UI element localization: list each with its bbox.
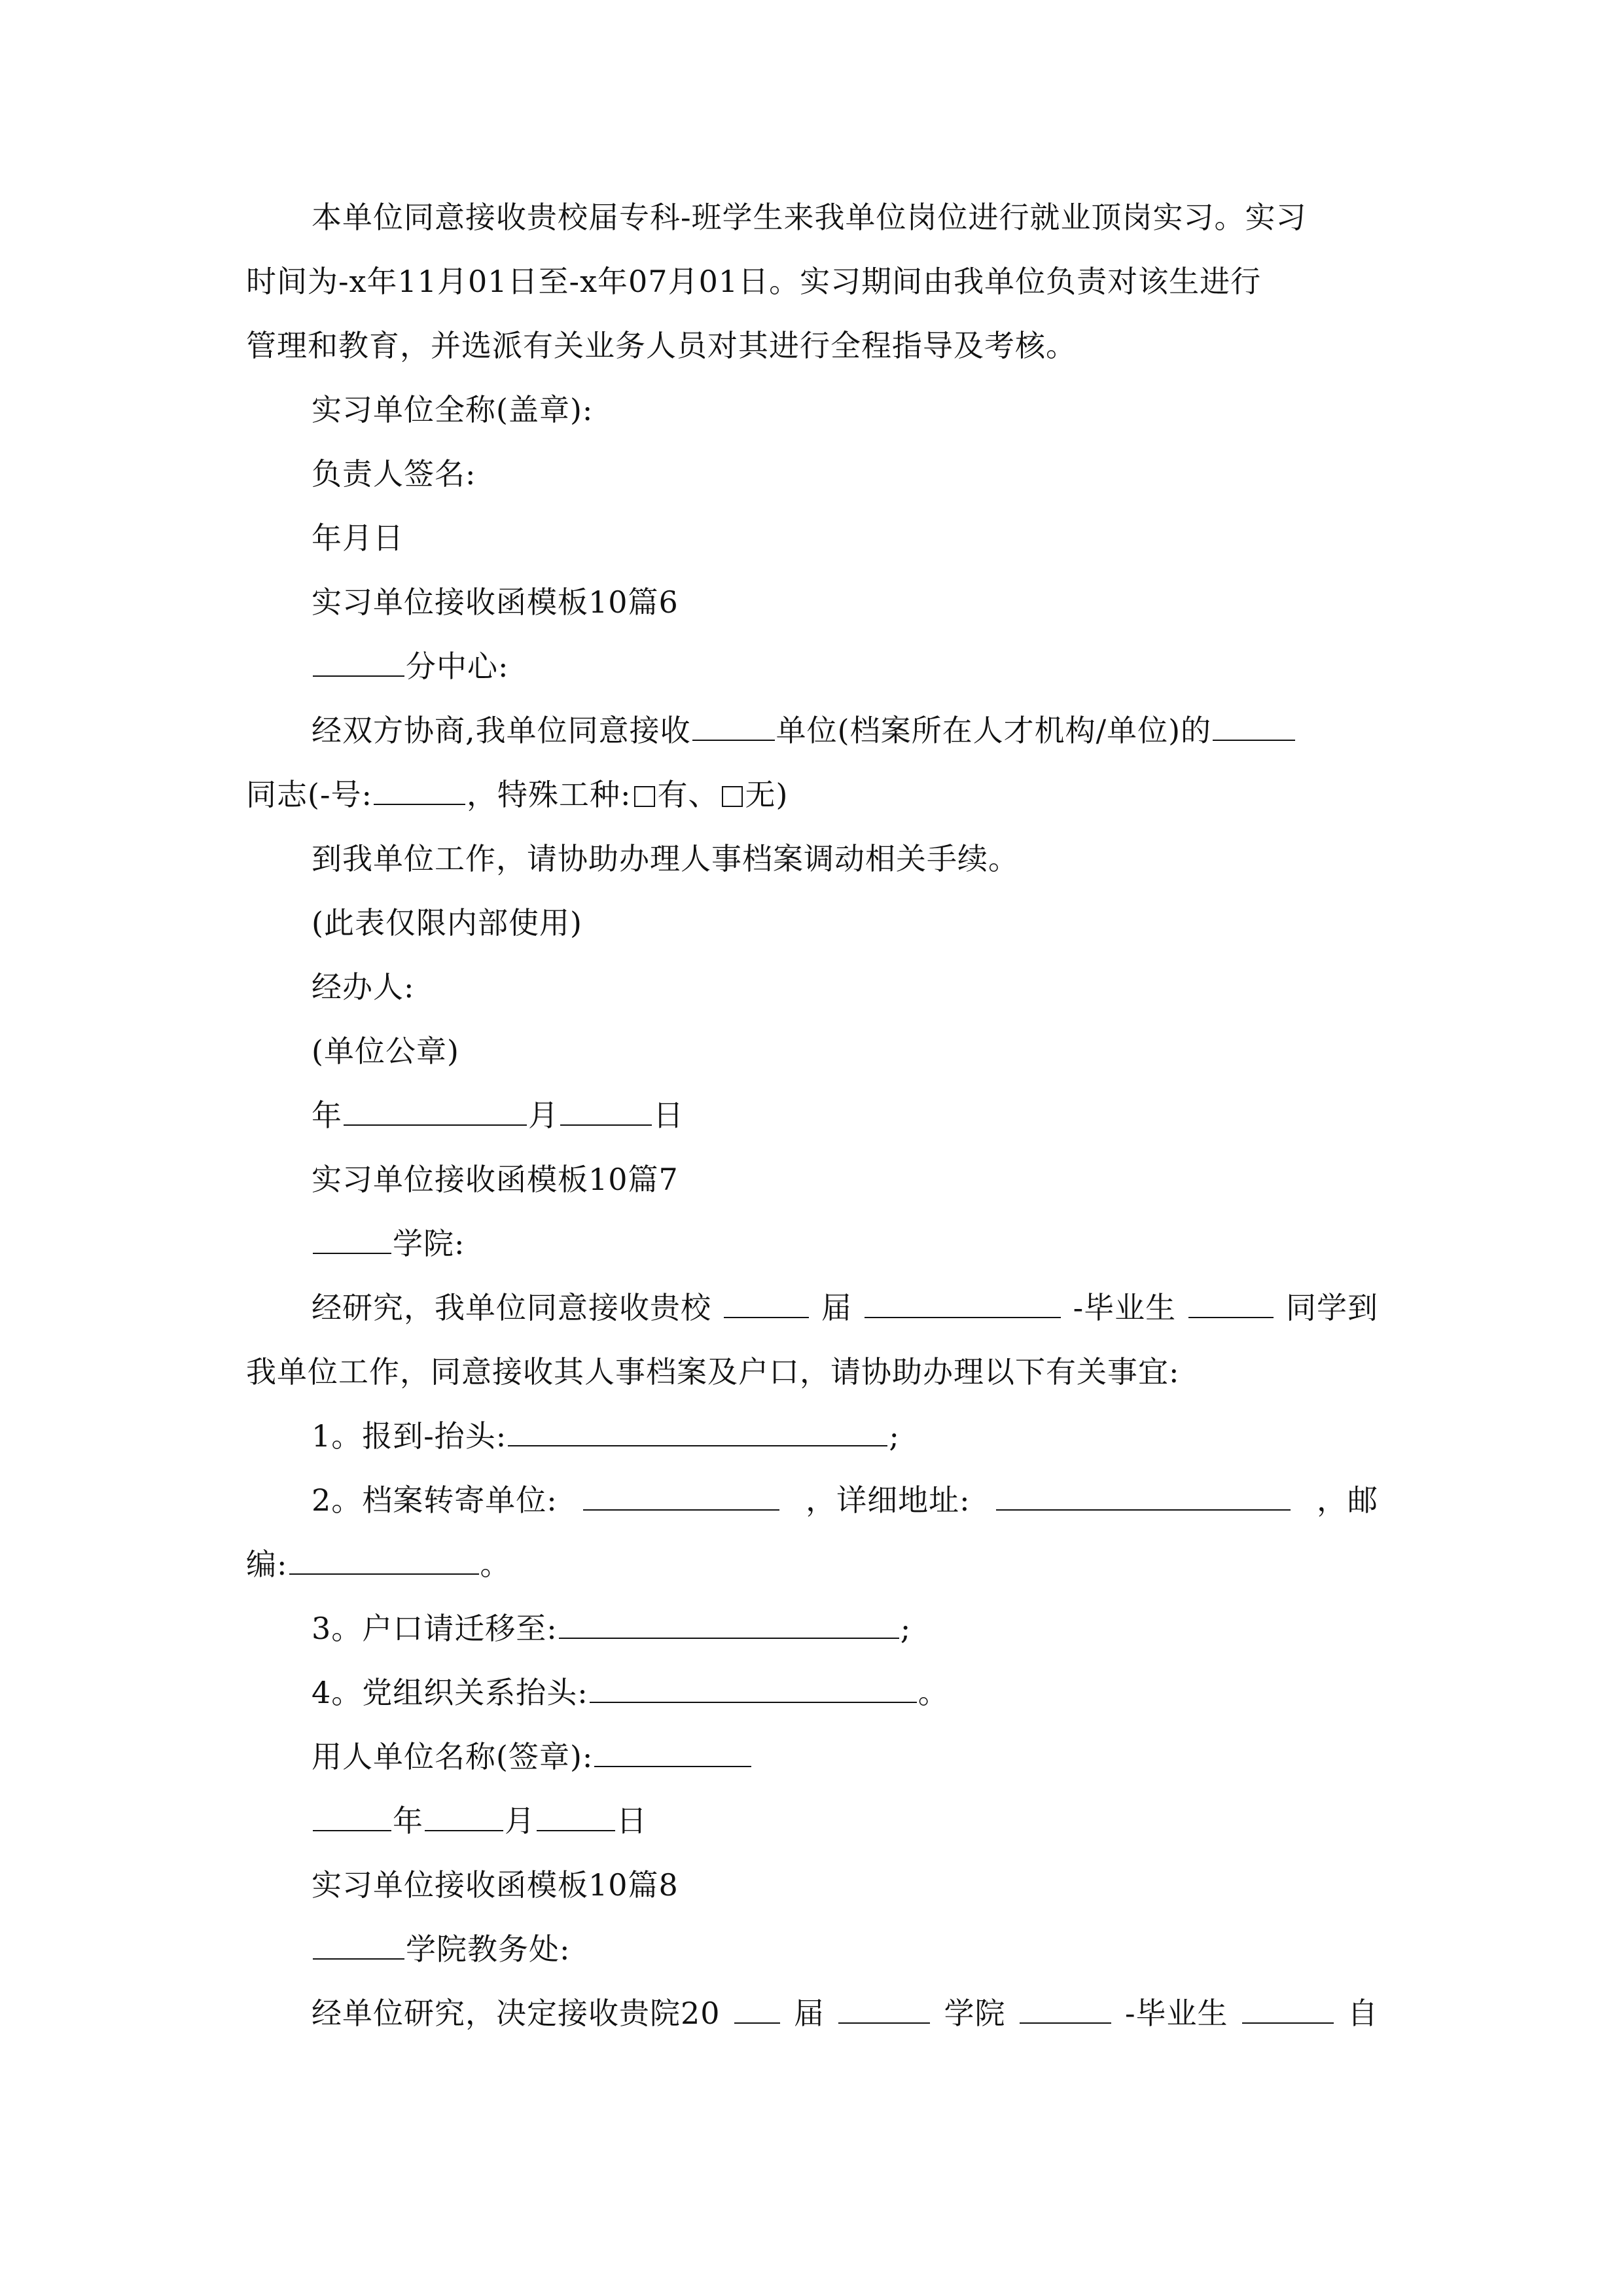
text-segment: -毕业生: [1073, 1290, 1177, 1325]
note-label: (此表仅限内部使用): [312, 905, 582, 941]
checkbox[interactable]: [634, 786, 655, 807]
blank-field: [313, 1223, 391, 1254]
text-segment: 经单位研究，决定接收贵院20: [312, 1996, 721, 2031]
date-label: 年月日: [312, 520, 404, 556]
blank-field: [838, 1992, 930, 2024]
handler-label: 经办人:: [312, 969, 415, 1005]
list-item: [312, 1479, 1378, 1521]
list-item: [312, 1607, 911, 1649]
paragraph-line: [312, 1287, 1378, 1329]
blank-field: [425, 1800, 503, 1831]
text-segment: 自: [1347, 1996, 1378, 2031]
text-segment: ;: [889, 1418, 900, 1454]
list-item-continuation: [246, 1543, 511, 1585]
year-label: 年: [312, 1098, 342, 1133]
paragraph-line: 本单位同意接收贵校届专科-班学生来我单位岗位进行就业顶岗实习。实习: [312, 200, 1307, 235]
text-segment: 。: [480, 1547, 511, 1582]
text-segment: 届: [821, 1290, 852, 1325]
addressee-line: [312, 1928, 571, 1970]
text-segment: -毕业生: [1124, 1996, 1228, 2031]
blank-field: [594, 1736, 751, 1767]
blank-field: [344, 1094, 527, 1126]
blank-field: [865, 1287, 1061, 1318]
paragraph-line: [246, 774, 788, 816]
option-label: 无): [745, 777, 789, 812]
item-label: 1。报到-抬头:: [312, 1418, 507, 1454]
text-segment: 届: [794, 1996, 825, 2031]
addressee-label: 学院:: [393, 1226, 465, 1261]
addressee-label: 分中心:: [406, 649, 509, 684]
list-item: [312, 1672, 949, 1713]
paragraph-line: 时间为-x年11月01日至-x年07月01日。实习期间由我单位负责对该生进行: [246, 264, 1262, 299]
blank-field: [583, 1479, 779, 1511]
date-line: [312, 1094, 684, 1136]
paragraph-line: 管理和教育，并选派有关业务人员对其进行全程指导及考核。: [246, 328, 1077, 363]
unit-name-label: 实习单位全称(盖章):: [312, 392, 594, 427]
paragraph-line: 我单位工作，同意接收其人事档案及户口，请协助办理以下有关事宜:: [246, 1354, 1180, 1390]
blank-field: [1020, 1992, 1111, 2024]
blank-field: [559, 1607, 899, 1639]
option-label: 有、: [657, 777, 719, 812]
blank-field: [1213, 709, 1295, 741]
item-label: 4。党组织关系抬头:: [312, 1675, 588, 1710]
blank-field: [724, 1287, 809, 1318]
date-line: [312, 1800, 647, 1842]
addressee-label: 学院教务处:: [406, 1931, 571, 1967]
blank-field: [590, 1672, 917, 1703]
blank-field: [537, 1800, 615, 1831]
section-title: 实习单位接收函模板10篇8: [312, 1867, 679, 1903]
text-segment: 单位(档案所在人才机构/单位)的: [776, 713, 1212, 748]
blank-field: [560, 1094, 652, 1126]
employer-line: [312, 1736, 753, 1778]
text-segment: ;: [900, 1611, 912, 1646]
day-label: 日: [616, 1803, 647, 1839]
seal-label: (单位公章): [312, 1033, 459, 1069]
blank-field: [313, 645, 404, 677]
text-segment: 同学到: [1285, 1290, 1378, 1325]
addressee-line: [312, 645, 509, 687]
text-segment: ，邮: [1316, 1482, 1378, 1518]
text-segment: 经研究，我单位同意接收贵校: [312, 1290, 711, 1325]
blank-field: [313, 1928, 404, 1960]
text-segment: 学院: [944, 1996, 1006, 2031]
text-segment: 同志(-号:: [246, 777, 372, 812]
list-item: [312, 1415, 900, 1457]
item-label: 2。档案转寄单位:: [312, 1482, 558, 1518]
addressee-line: [312, 1223, 465, 1265]
blank-field: [1188, 1287, 1274, 1318]
text-segment: ，特殊工种:: [467, 777, 632, 812]
text-segment: 。: [918, 1675, 949, 1710]
month-label: 月: [505, 1803, 535, 1839]
signature-label: 负责人签名:: [312, 456, 476, 492]
year-label: 年: [393, 1803, 423, 1839]
blank-field: [996, 1479, 1291, 1511]
day-label: 日: [653, 1098, 684, 1133]
paragraph-line: [312, 709, 1296, 751]
text-segment: 编:: [246, 1547, 288, 1582]
blank-field: [1242, 1992, 1334, 2024]
text-segment: ，详细地址:: [806, 1482, 971, 1518]
month-label: 月: [528, 1098, 559, 1133]
section-title: 实习单位接收函模板10篇7: [312, 1162, 679, 1197]
blank-field: [313, 1800, 391, 1831]
item-label: 3。户口请迁移至:: [312, 1611, 558, 1646]
checkbox[interactable]: [722, 786, 743, 807]
section-title: 实习单位接收函模板10篇6: [312, 584, 679, 620]
blank-field: [374, 774, 465, 805]
paragraph-line: [312, 1992, 1378, 2034]
blank-field: [508, 1415, 887, 1446]
blank-field: [289, 1543, 479, 1575]
blank-field: [734, 1992, 780, 2024]
paragraph-line: 到我单位工作，请协助办理人事档案调动相关手续。: [312, 841, 1019, 876]
blank-field: [692, 709, 775, 741]
text-segment: 经双方协商,我单位同意接收: [312, 713, 691, 748]
employer-label: 用人单位名称(签章):: [312, 1739, 594, 1774]
